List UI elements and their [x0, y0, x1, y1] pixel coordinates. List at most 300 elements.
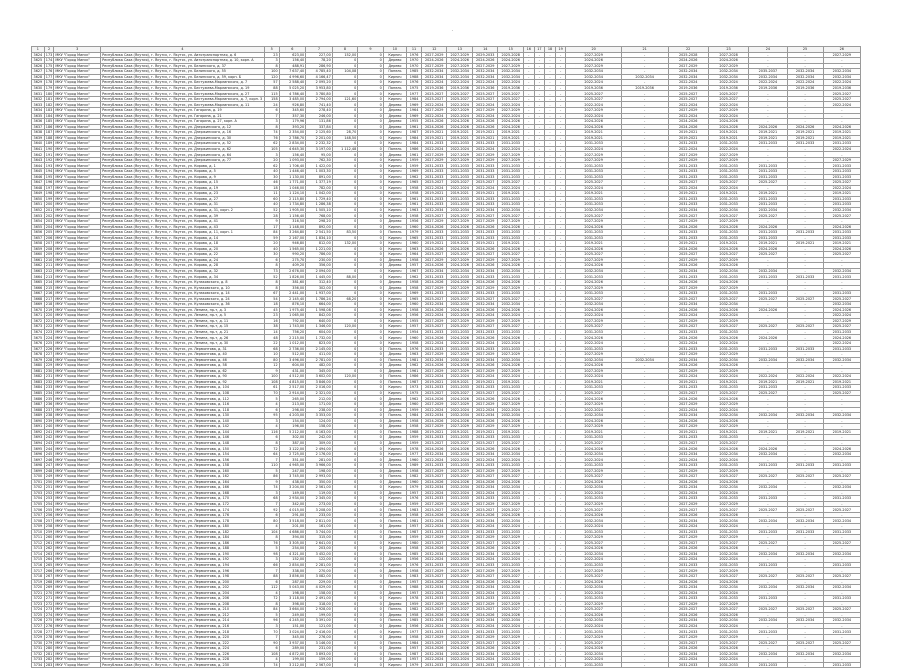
- table-cell: 4 163,00: [306, 429, 333, 435]
- table-cell: -: [555, 573, 566, 579]
- table-cell: МКУ "Город Минск": [54, 52, 101, 58]
- table-cell: -: [823, 557, 860, 563]
- table-cell: Республика Саха (Якутия), г. Якутск, г. Якутск, ул. Кулаковского, д. 14: [101, 291, 265, 297]
- table-cell: 2032-2034: [749, 451, 787, 457]
- table-cell: 2025-2027: [787, 607, 823, 613]
- table-cell: -: [534, 579, 545, 585]
- table-cell: 0: [332, 257, 358, 263]
- table-cell: 2019-2021: [566, 130, 621, 136]
- table-cell: 2027-2029: [708, 352, 748, 358]
- table-cell: 2031-2033: [566, 141, 621, 147]
- table-cell: 291,00: [279, 512, 306, 518]
- table-cell: Республика Саха (Якутия), г. Якутск, г. Якутск, ул. Лермонтова, д. 104: [101, 385, 265, 391]
- table-cell: Дерево: [383, 152, 406, 158]
- table-cell: -: [749, 468, 787, 474]
- table-cell: 2032-2034: [749, 618, 787, 624]
- table-cell: 1 124,10: [279, 191, 306, 197]
- table-cell: 302,00: [306, 285, 333, 291]
- table-cell: -: [823, 363, 860, 369]
- table-cell: 3647: [32, 180, 45, 186]
- table-cell: 3714: [32, 551, 45, 557]
- table-cell: 210: [45, 257, 53, 262]
- table-cell: 2022-2024: [668, 374, 708, 380]
- table-cell: 2032-2034: [708, 518, 748, 524]
- table-cell: -: [545, 512, 556, 518]
- table-cell: 0: [358, 202, 384, 208]
- table-cell: 2032-2034: [566, 302, 621, 308]
- table-cell: 2025-2027: [787, 324, 823, 330]
- table-cell: 59: [264, 235, 279, 241]
- table-cell: 2024-2026: [749, 307, 787, 313]
- table-cell: 274: [45, 612, 53, 617]
- table-cell: 0: [332, 579, 358, 585]
- table-cell: 2032-2034: [421, 518, 447, 524]
- table-cell: -: [749, 102, 787, 108]
- table-cell: 3695: [32, 446, 45, 452]
- table-cell: -: [545, 396, 556, 402]
- table-cell: -: [555, 235, 566, 241]
- table-cell: Кирпич: [383, 291, 406, 297]
- table-cell: -: [534, 618, 545, 624]
- table-cell: -: [555, 213, 566, 219]
- table-cell: -: [545, 329, 556, 335]
- table-cell: Кирпич: [383, 180, 406, 186]
- table-cell: 8: [264, 279, 279, 285]
- table-cell: -: [523, 596, 534, 602]
- table-cell: -: [555, 557, 566, 563]
- table-cell: 0: [332, 651, 358, 657]
- table-cell: 3679: [32, 357, 45, 363]
- table-cell: Кирпич: [383, 329, 406, 335]
- table-cell: 2025-2027: [498, 96, 524, 102]
- table-cell: 270: [45, 590, 53, 595]
- table-cell: 2027-2029: [498, 318, 524, 324]
- table-cell: -: [621, 346, 668, 352]
- table-cell: Кирпич: [383, 596, 406, 602]
- table-cell: МКУ "Город Минск": [54, 246, 101, 252]
- table-cell: -: [621, 191, 668, 197]
- table-cell: -: [787, 307, 823, 313]
- table-cell: 2024-2026: [447, 246, 473, 252]
- table-cell: 0: [332, 335, 358, 341]
- table-cell: 222: [45, 324, 53, 329]
- table-cell: 2031-2033: [472, 230, 498, 236]
- table-cell: -: [545, 407, 556, 413]
- table-cell: -: [621, 546, 668, 552]
- table-cell: -: [523, 241, 534, 247]
- table-cell: 3641: [32, 146, 45, 152]
- table-cell: -: [749, 407, 787, 413]
- table-cell: МКУ "Город Минск": [54, 91, 101, 97]
- table-cell: 2022-2024: [498, 185, 524, 191]
- table-cell: 1985: [407, 69, 422, 75]
- table-cell: 2025-2027: [566, 390, 621, 396]
- table-cell: 156,40: [279, 152, 306, 158]
- table-cell: 2025-2027: [472, 640, 498, 646]
- table-cell: -: [545, 590, 556, 596]
- table-cell: Панель: [383, 551, 406, 557]
- table-cell: Дерево: [383, 279, 406, 285]
- table-cell: 244: [45, 446, 53, 451]
- table-cell: Кирпич: [383, 274, 406, 280]
- table-cell: 1 346,00: [306, 324, 333, 330]
- table-cell: 2027-2029: [472, 63, 498, 69]
- table-cell: -: [523, 446, 534, 452]
- table-cell: -: [534, 235, 545, 241]
- table-cell: -: [523, 268, 534, 274]
- table-cell: 2024-2026: [472, 124, 498, 130]
- table-cell: -: [523, 152, 534, 158]
- table-cell: 3711: [32, 535, 45, 541]
- table-cell: 2019-2036: [472, 85, 498, 91]
- table-cell: 2024-2026: [447, 335, 473, 341]
- table-cell: 2031-2033: [749, 163, 787, 169]
- table-cell: 1 834,10: [306, 235, 333, 241]
- table-cell: 0: [358, 529, 384, 535]
- table-cell: -: [621, 169, 668, 175]
- table-cell: МКУ "Город Минск": [54, 169, 101, 175]
- table-cell: -: [545, 518, 556, 524]
- table-cell: -: [555, 52, 566, 58]
- table-cell: 2019-2021: [566, 429, 621, 435]
- table-cell: 0: [332, 169, 358, 175]
- table-cell: -: [523, 329, 534, 335]
- table-cell: 3 602,00: [306, 374, 333, 380]
- table-cell: 1959: [407, 535, 422, 541]
- table-cell: 2025-2027: [498, 607, 524, 613]
- table-cell: 756,20: [279, 329, 306, 335]
- table-cell: МКУ "Город Минск": [54, 102, 101, 108]
- table-cell: 2027-2029: [708, 535, 748, 541]
- table-cell: 2032-2034: [708, 485, 748, 491]
- table-cell: 2027-2029: [566, 285, 621, 291]
- table-cell: МКУ "Город Минск": [54, 357, 101, 363]
- table-cell: 0: [332, 285, 358, 291]
- table-cell: 2025-2027: [447, 296, 473, 302]
- table-cell: 2027-2029: [421, 152, 447, 158]
- table-cell: 2025-2027: [668, 607, 708, 613]
- table-cell: 0: [332, 634, 358, 640]
- table-cell: -: [823, 63, 860, 69]
- table-cell: 1987: [407, 529, 422, 535]
- table-cell: -: [534, 135, 545, 141]
- table-cell: 2031-2033: [447, 463, 473, 469]
- table-cell: 158: [264, 96, 279, 102]
- table-cell: -: [523, 385, 534, 391]
- table-cell: 990,20: [279, 252, 306, 258]
- table-cell: -: [534, 335, 545, 341]
- table-cell: 0: [358, 490, 384, 496]
- table-cell: 2025-2027: [472, 440, 498, 446]
- table-cell: 2019-2021: [498, 241, 524, 247]
- table-cell: МКУ "Город Минск": [54, 585, 101, 591]
- column-header: 23: [708, 47, 748, 53]
- table-cell: -: [545, 357, 556, 363]
- table-cell: 4 203,00: [279, 413, 306, 419]
- table-cell: -: [555, 180, 566, 186]
- table-cell: МКУ "Город Минск": [54, 113, 101, 119]
- table-cell: Кирпич: [383, 224, 406, 230]
- table-cell: -: [534, 152, 545, 158]
- table-cell: 393,20: [279, 124, 306, 130]
- table-cell: 2025-2027: [708, 252, 748, 258]
- table-cell: 2 176,00: [306, 451, 333, 457]
- table-cell: -: [545, 285, 556, 291]
- column-header: 1: [32, 47, 45, 53]
- table-cell: 4 786,40: [279, 91, 306, 97]
- table-cell: 1 093,00: [279, 157, 306, 163]
- table-cell: 2025-2027: [498, 573, 524, 579]
- table-cell: -: [555, 285, 566, 291]
- table-cell: Кирпич: [383, 130, 406, 136]
- table-cell: -: [787, 196, 823, 202]
- table-cell: -: [787, 629, 823, 635]
- table-cell: Панель: [383, 85, 406, 91]
- table-cell: 2019-2021: [749, 429, 787, 435]
- table-cell: 3631: [32, 91, 45, 97]
- table-cell: 0: [358, 207, 384, 213]
- table-cell: МКУ "Город Минск": [54, 402, 101, 408]
- table-cell: -: [823, 257, 860, 263]
- table-cell: 0: [332, 596, 358, 602]
- table-cell: 2022-2024: [566, 490, 621, 496]
- table-cell: -: [555, 113, 566, 119]
- table-cell: -: [621, 174, 668, 180]
- table-cell: -: [621, 329, 668, 335]
- table-cell: -: [555, 540, 566, 546]
- table-cell: 2025-2027: [668, 96, 708, 102]
- table-cell: -: [749, 590, 787, 596]
- table-cell: 2031-2033: [823, 496, 860, 502]
- table-cell: 2031-2033: [668, 196, 708, 202]
- table-cell: 3633: [32, 102, 45, 108]
- table-cell: 2027-2029: [823, 157, 860, 163]
- table-cell: -: [787, 146, 823, 152]
- column-header: 20: [566, 47, 621, 53]
- table-cell: -: [523, 108, 534, 114]
- column-header: 22: [668, 47, 708, 53]
- table-cell: 2032-2034: [787, 74, 823, 80]
- table-cell: 0: [332, 590, 358, 596]
- column-header: 3: [54, 47, 101, 53]
- table-cell: 3629: [32, 80, 45, 86]
- table-cell: -: [555, 141, 566, 147]
- table-cell: -: [523, 490, 534, 496]
- table-cell: -: [621, 440, 668, 446]
- table-cell: 2025-2027: [472, 540, 498, 546]
- table-cell: 1979: [407, 662, 422, 668]
- table-cell: 3661: [32, 257, 45, 263]
- table-cell: Дерево: [383, 512, 406, 518]
- table-cell: 2019-2021: [749, 130, 787, 136]
- table-cell: 2022-2024: [421, 313, 447, 319]
- table-cell: 2032-2034: [749, 585, 787, 591]
- table-cell: 2032-2034: [447, 268, 473, 274]
- table-cell: Республика Саха (Якутия), г. Якутск, г. Якутск, ул. Ленина, пр-т, д. 15: [101, 324, 265, 330]
- table-cell: 2032-2034: [787, 69, 823, 75]
- table-cell: 5 025,20: [279, 85, 306, 91]
- table-cell: Панель: [383, 529, 406, 535]
- table-cell: -: [823, 479, 860, 485]
- table-cell: -: [621, 535, 668, 541]
- table-cell: 2027-2029: [447, 424, 473, 430]
- table-cell: Дерево: [383, 501, 406, 507]
- table-cell: 2025-2027: [447, 91, 473, 97]
- table-cell: 236: [45, 402, 53, 407]
- table-cell: 2022-2024: [421, 374, 447, 380]
- table-cell: 2027-2029: [668, 318, 708, 324]
- table-cell: 2031-2033: [421, 230, 447, 236]
- table-cell: 2031-2033: [668, 169, 708, 175]
- table-cell: 2025-2027: [823, 91, 860, 97]
- table-cell: Республика Саха (Якутия), г. Якутск, г. Якутск, ул. Бестужева-Марлинского, д. 7, корп. 3: [101, 96, 265, 102]
- table-cell: МКУ "Город Минск": [54, 196, 101, 202]
- table-cell: 0: [358, 474, 384, 480]
- table-cell: -: [534, 524, 545, 530]
- column-header: 25: [787, 47, 823, 53]
- table-cell: -: [534, 246, 545, 252]
- table-cell: 0: [332, 291, 358, 297]
- table-cell: 62: [264, 163, 279, 169]
- table-cell: МКУ "Город Минск": [54, 468, 101, 474]
- table-cell: 179,96: [279, 119, 306, 125]
- table-cell: 221: [45, 318, 53, 323]
- table-cell: 4 872,00: [279, 651, 306, 657]
- table-cell: 4 785,40: [306, 69, 333, 75]
- table-cell: 2022-2024: [421, 146, 447, 152]
- table-cell: 309,00: [306, 440, 333, 446]
- table-cell: 195: [45, 174, 53, 179]
- table-cell: 3638: [32, 130, 45, 136]
- table-cell: 8: [264, 63, 279, 69]
- table-cell: МКУ "Город Минск": [54, 435, 101, 441]
- table-cell: 2027-2029: [472, 318, 498, 324]
- table-cell: -: [749, 512, 787, 518]
- table-cell: -: [787, 368, 823, 374]
- table-cell: 272: [45, 601, 53, 606]
- table-cell: 0: [358, 418, 384, 424]
- table-cell: Республика Саха (Якутия), г. Якутск, г. Якутск, ул. Лермонтова, д. 224: [101, 646, 265, 652]
- table-cell: 2027-2029: [472, 157, 498, 163]
- table-cell: 3 208,00: [306, 507, 333, 513]
- table-cell: Дерево: [383, 102, 406, 108]
- table-cell: 20: [264, 241, 279, 247]
- table-cell: 2032-2034: [472, 618, 498, 624]
- table-cell: 2027-2029: [447, 535, 473, 541]
- table-cell: Республика Саха (Якутия), г. Якутск, г. Якутск, ул. Лермонтова, д. 31: [101, 346, 265, 352]
- table-cell: 121,00: [306, 623, 333, 629]
- table-cell: 2032-2034: [668, 268, 708, 274]
- table-cell: Республика Саха (Якутия), г. Якутск, г. Якутск, ул. Кирова, д. 43: [101, 224, 265, 230]
- table-cell: Кирпич: [383, 80, 406, 86]
- table-cell: 1 221,00: [306, 246, 333, 252]
- table-cell: -: [621, 285, 668, 291]
- table-cell: Республика Саха (Якутия), г. Якутск, г. Якутск, ул. Лермонтова, д. 208: [101, 601, 265, 607]
- table-cell: 2032-2034: [787, 551, 823, 557]
- table-cell: 246,00: [306, 113, 333, 119]
- table-cell: 0: [332, 640, 358, 646]
- table-cell: -: [749, 108, 787, 114]
- table-cell: 387,00: [279, 440, 306, 446]
- table-cell: 2025-2027: [668, 440, 708, 446]
- table-cell: -: [555, 524, 566, 530]
- table-cell: -: [749, 623, 787, 629]
- table-cell: 2031-2033: [566, 169, 621, 175]
- table-cell: 2032-2034: [708, 585, 748, 591]
- table-cell: 2031-2033: [823, 291, 860, 297]
- table-cell: Кирпич: [383, 540, 406, 546]
- table-cell: 2031-2033: [787, 274, 823, 280]
- table-cell: -: [523, 313, 534, 319]
- table-cell: 1961: [407, 368, 422, 374]
- table-cell: 23: [264, 52, 279, 58]
- table-cell: 2024-2026: [708, 418, 748, 424]
- table-cell: 2025-2027: [498, 390, 524, 396]
- table-cell: 2032-2034: [447, 618, 473, 624]
- table-cell: -: [523, 113, 534, 119]
- table-cell: -: [523, 562, 534, 568]
- table-cell: 206: [45, 235, 53, 240]
- table-cell: 0: [332, 435, 358, 441]
- table-cell: МКУ "Город Минск": [54, 573, 101, 579]
- table-cell: 0: [332, 485, 358, 491]
- table-cell: Республика Саха (Якутия), г. Якутск, г. Якутск, ул. Лермонтова, д. 118: [101, 407, 265, 413]
- table-cell: 3684: [32, 385, 45, 391]
- table-cell: 2 811,00: [306, 518, 333, 524]
- table-cell: Республика Саха (Якутия), г. Якутск, г. Якутск, ул. Кулаковского, д. 10: [101, 285, 265, 291]
- table-cell: -: [523, 307, 534, 313]
- table-cell: 2027-2029: [421, 468, 447, 474]
- table-cell: 1 598,08: [306, 307, 333, 313]
- table-cell: МКУ "Город Минск": [54, 58, 101, 64]
- table-cell: -: [621, 524, 668, 530]
- table-cell: 337,84: [306, 124, 333, 130]
- table-cell: Кирпич: [383, 296, 406, 302]
- table-cell: 2019-2021: [472, 241, 498, 247]
- table-cell: 2027-2029: [708, 568, 748, 574]
- table-cell: -: [534, 374, 545, 380]
- table-cell: 2031-2033: [668, 435, 708, 441]
- table-cell: 179: [45, 85, 53, 90]
- table-cell: 2032-2034: [749, 651, 787, 657]
- table-cell: 3716: [32, 562, 45, 568]
- table-cell: 3676: [32, 340, 45, 346]
- table-cell: 2 354,00: [279, 130, 306, 136]
- table-cell: 1978: [407, 446, 422, 452]
- table-cell: 2022-2024: [708, 623, 748, 629]
- table-cell: Республика Саха (Якутия), г. Якутск, г. Якутск, ул. Лермонтова, д. 108: [101, 390, 265, 396]
- table-cell: 2019-2021: [472, 130, 498, 136]
- table-cell: Республика Саха (Якутия), г. Якутск, г. Якутск, ул. Лермонтова, д. 154: [101, 451, 265, 457]
- table-cell: МКУ "Город Минск": [54, 202, 101, 208]
- table-cell: -: [749, 368, 787, 374]
- table-cell: 2031-2033: [447, 291, 473, 297]
- table-cell: Республика Саха (Якутия), г. Якутск, г. Якутск, ул. Лермонтова, д. 188: [101, 546, 265, 552]
- table-cell: -: [555, 418, 566, 424]
- table-cell: -: [545, 313, 556, 319]
- table-cell: 2022-2024: [668, 185, 708, 191]
- table-cell: МКУ "Город Минск": [54, 213, 101, 219]
- table-cell: -: [823, 546, 860, 552]
- table-cell: Республика Саха (Якутия), г. Якутск, г. Якутск, ул. Лермонтова, д. 194: [101, 562, 265, 568]
- table-cell: -: [621, 207, 668, 213]
- table-cell: 6: [264, 435, 279, 441]
- table-cell: 2022-2024: [566, 146, 621, 152]
- table-cell: 2025-2027: [708, 91, 748, 97]
- table-cell: 2024-2026: [472, 396, 498, 402]
- table-cell: 0: [332, 463, 358, 469]
- table-cell: 2024-2026: [447, 363, 473, 369]
